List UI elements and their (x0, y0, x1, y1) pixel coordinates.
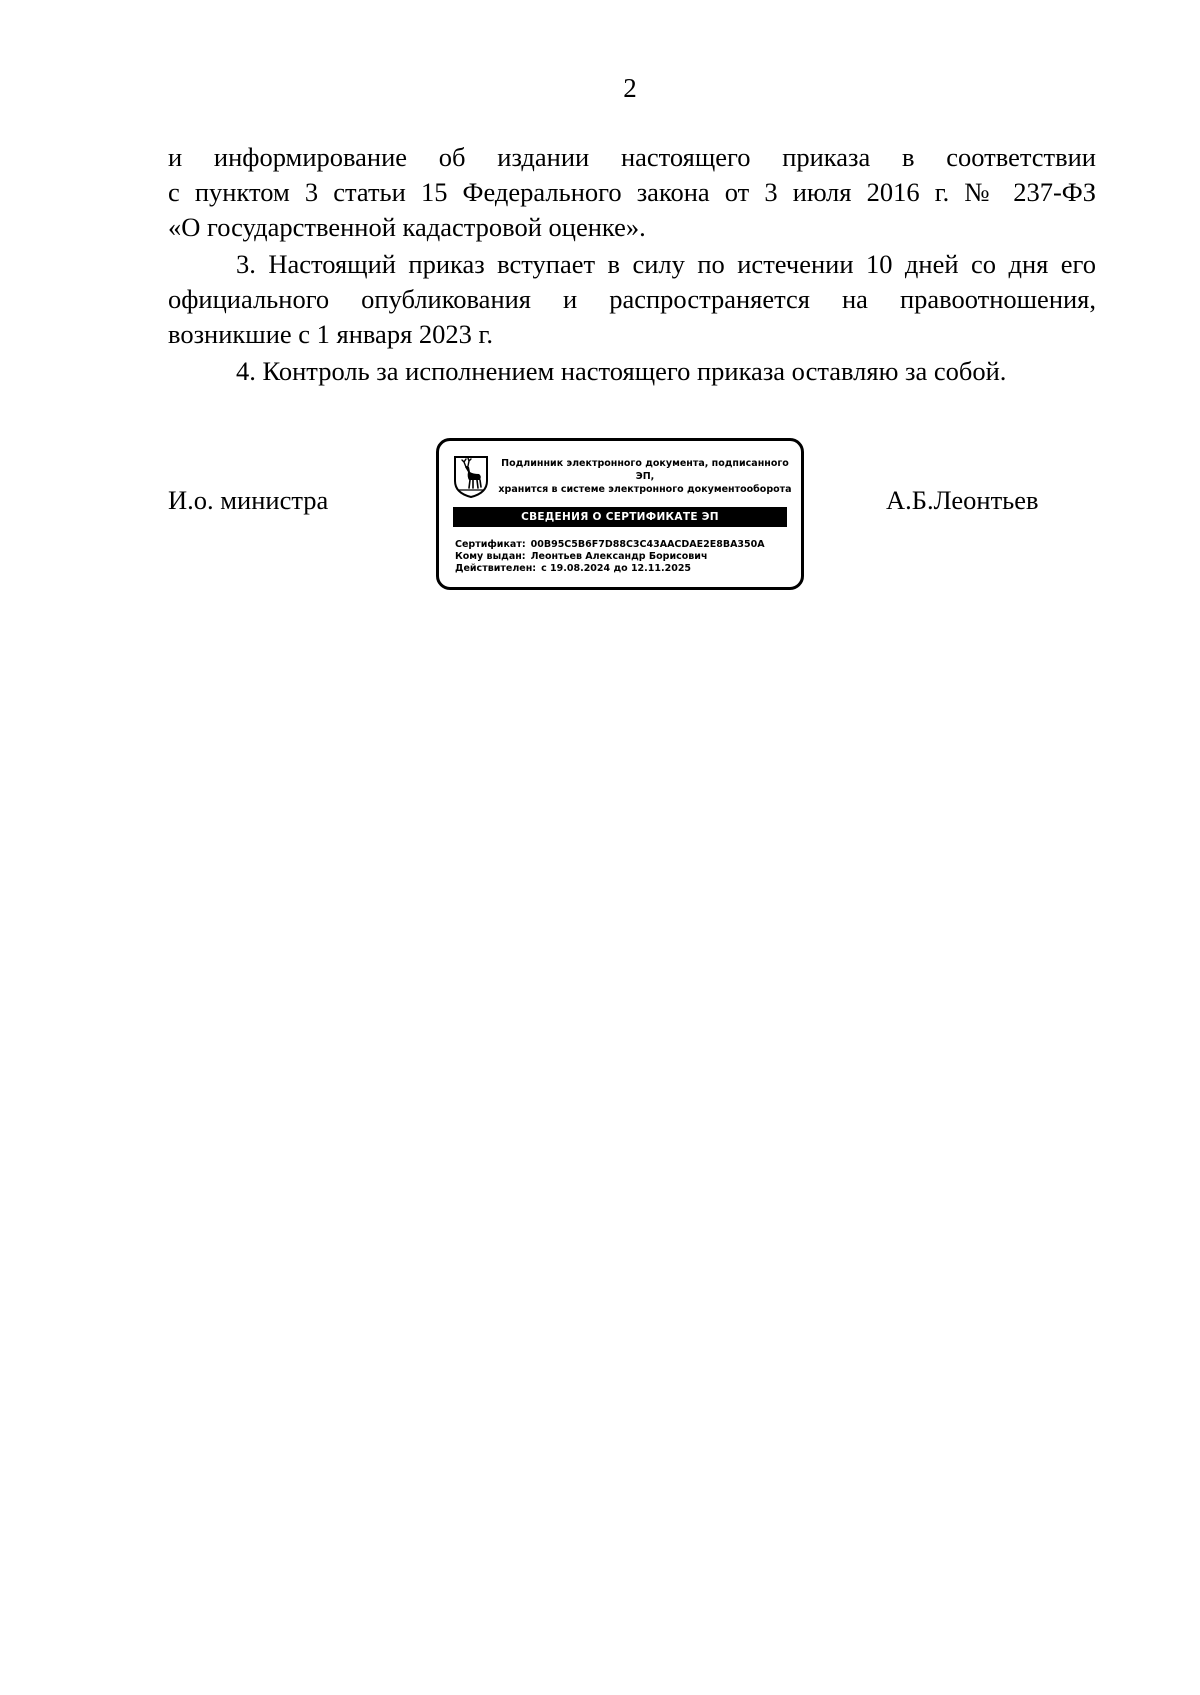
valid-label: Действителен: (455, 563, 537, 574)
coat-of-arms-deer-icon (453, 455, 489, 499)
stamp-header (495, 457, 795, 496)
page-number: 2 (623, 73, 637, 103)
stamp-title-bar: СВЕДЕНИЯ О СЕРТИФИКАТЕ ЭП (453, 507, 787, 527)
electronic-signature-stamp (436, 438, 804, 590)
text-line: с пунктом 3 статьи 15 Федерального закона от 3 июля 2016 г. № 237-ФЗ (168, 177, 1096, 207)
valid-row (455, 563, 795, 575)
paragraph-4 (168, 354, 1096, 389)
certificate-row (455, 539, 795, 551)
paragraph-3 (168, 247, 1096, 352)
paragraph-continuation (168, 140, 1096, 245)
text-line: «О государственной кадастровой оценке». (168, 212, 646, 242)
valid-value: с 19.08.2024 до 12.11.2025 (541, 563, 692, 574)
signatory-position: И.о. министра (168, 485, 329, 515)
text-line: и информирование об издании настоящего приказа в соответствии (168, 142, 1096, 172)
text-line: 3. Настоящий приказ вступает в силу по истечении 10 дней со дня его (236, 249, 1096, 279)
issued-to-value: Леонтьев Александр Борисович (530, 551, 708, 562)
stamp-header-line: Подлинник электронного документа, подписанного ЭП, (501, 458, 789, 482)
stamp-certificate-details (455, 539, 795, 575)
stamp-header-line: хранится в системе электронного документооборота (498, 484, 792, 495)
text-line: официального опубликования и распространяется на правоотношения, (168, 284, 1096, 314)
issued-to-label: Кому выдан: (455, 551, 526, 562)
text-line: возникшие с 1 января 2023 г. (168, 319, 494, 349)
signatory-name: А.Б.Леонтьев (886, 485, 1039, 515)
text-line: 4. Контроль за исполнением настоящего приказа оставляю за собой. (236, 356, 1007, 386)
certificate-value: 00B95C5B6F7D88C3C43AACDAE2E8BA350A (530, 539, 765, 550)
document-body (168, 140, 1096, 389)
certificate-label: Сертификат: (455, 539, 526, 550)
issued-to-row (455, 551, 795, 563)
